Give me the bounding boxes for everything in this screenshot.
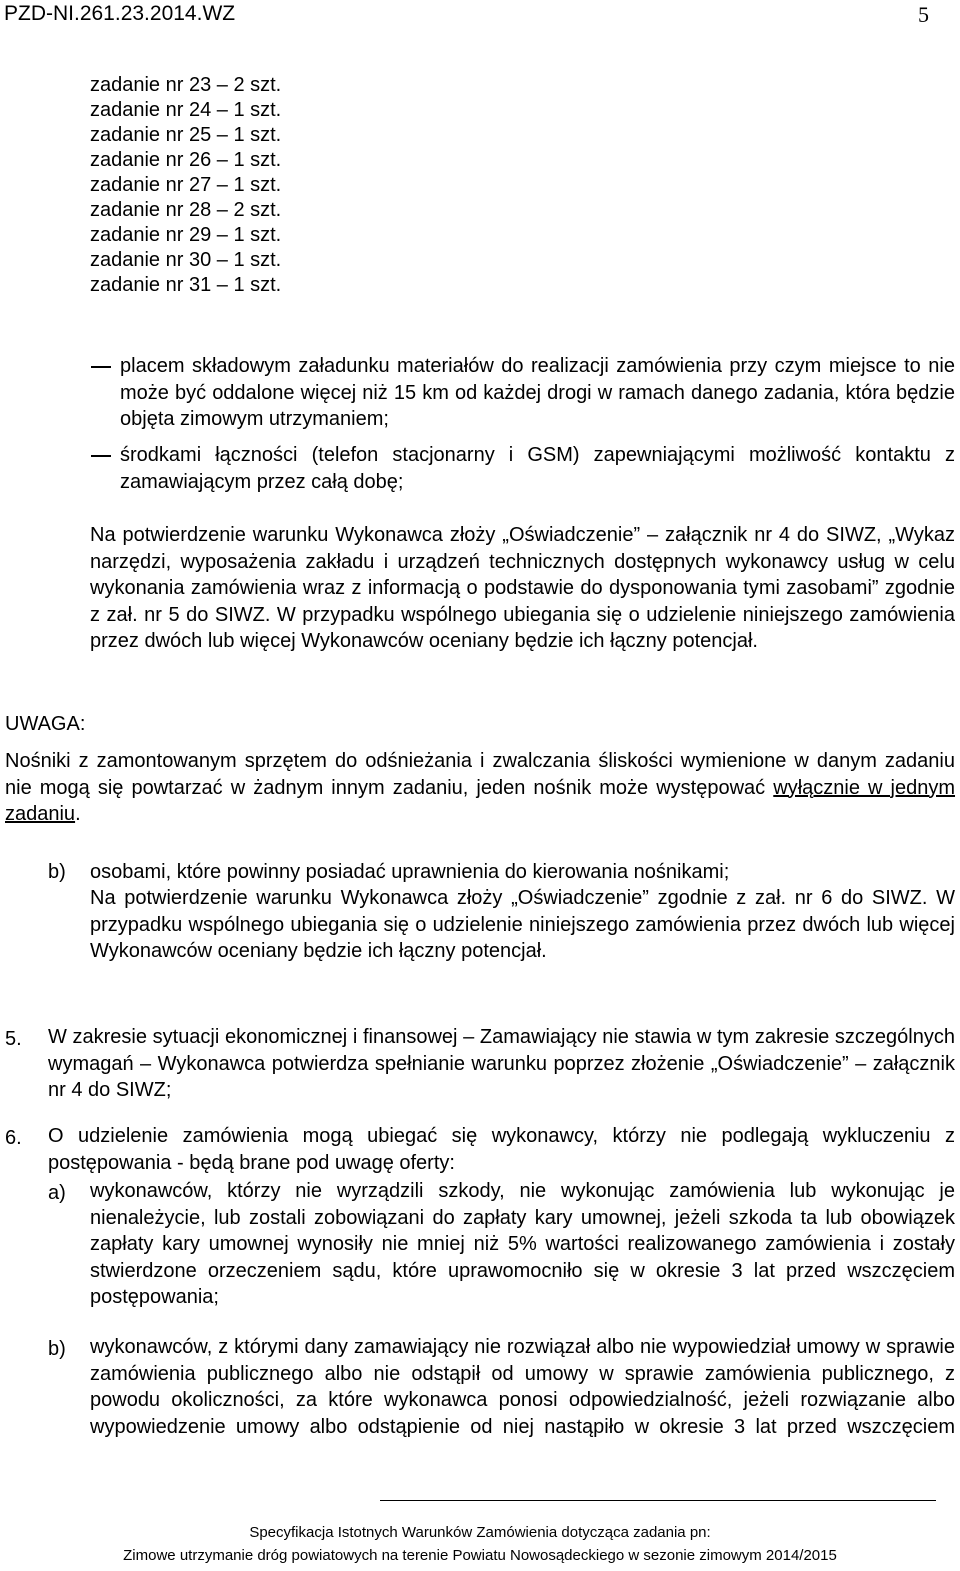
point-6a-marker: a) bbox=[48, 1182, 66, 1204]
bullet-communication: środkami łączności (telefon stacjonarny i GSM) zapewniającymi możliwość kontaktu z zamawiającym przez całą dobę; bbox=[120, 444, 955, 493]
point-6b-text: wykonawców, z którymi dany zamawiający nie rozwiązał albo nie wypowiedział umowy w sprawie zamówienia publicznego albo nie odstąpił od umowy w sprawie zamówienia publicznego, z powodu okoliczności, za które wykonawca ponosi odpowiedzialność, jeżeli rozwiązanie albo wypowiedzenie umowy albo odstąpienie od niej nastąpiło w okresie 3 lat przed wszczęciem bbox=[90, 1336, 955, 1438]
task-item: zadanie nr 23 – 2 szt. bbox=[90, 74, 282, 96]
footer-line-2: Zimowe utrzymanie dróg powiatowych na terenie Powiatu Nowosądeckiego w sezonie zimowym 2014/2015 bbox=[123, 1547, 837, 1564]
item-b-detail: Na potwierdzenie warunku Wykonawca złoży „Oświadczenie” zgodnie z zał. nr 6 do SIWZ. W przypadku wspólnego ubiegania się o udzielenie niniejszego zamówienia przez dwóch lub więcej Wykonawców oceniany będzie ich łączny potencjał. bbox=[90, 887, 955, 962]
footer-line-1: Specyfikacja Istotnych Warunków Zamówienia dotycząca zadania pn: bbox=[249, 1524, 711, 1541]
bullet-dash bbox=[91, 366, 111, 368]
confirmation-paragraph: Na potwierdzenie warunku Wykonawca złoży „Oświadczenie” – załącznik nr 4 do SIWZ, „Wykaz narzędzi, wyposażenia zakładu i urządzeń technicznych dostępnych wykonawcy usług w celu wykonania zamówienia wraz z informacją o podstawie do dysponowania tymi zasobami” zgodnie z zał. nr 5 do SIWZ. W przypadku wspólnego ubiegania się o udzielenie niniejszego zamówienia przez dwóch lub więcej Wykonawców oceniany będzie ich łączny potencjał. bbox=[90, 524, 955, 652]
warning-label: UWAGA: bbox=[5, 713, 86, 735]
task-item: zadanie nr 24 – 1 szt. bbox=[90, 99, 282, 121]
task-item: zadanie nr 30 – 1 szt. bbox=[90, 249, 282, 271]
task-item: zadanie nr 29 – 1 szt. bbox=[90, 224, 282, 246]
page-number: 5 bbox=[918, 2, 929, 27]
warning-text bbox=[5, 748, 955, 828]
task-item: zadanie nr 25 – 1 szt. bbox=[90, 124, 282, 146]
point-5-marker: 5. bbox=[5, 1028, 22, 1050]
bullet-storage-yard: placem składowym załadunku materiałów do realizacji zamówienia przy czym miejsce to nie może być oddalone więcej niż 15 km od każdej drogi w ramach danego zadania, która będzie objęta zimowym utrzymaniem; bbox=[120, 355, 955, 430]
document-id: PZD-NI.261.23.2014.WZ bbox=[4, 2, 236, 25]
footer-rule bbox=[380, 1500, 936, 1501]
warning-end: . bbox=[75, 803, 81, 825]
warning-underlined: wyłącznie w jednym zadaniu bbox=[5, 776, 956, 825]
task-item: zadanie nr 26 – 1 szt. bbox=[90, 149, 282, 171]
task-item: zadanie nr 27 – 1 szt. bbox=[90, 174, 282, 196]
item-b-text: osobami, które powinny posiadać uprawnienia do kierowania nośnikami; bbox=[90, 861, 730, 883]
point-6a-text: wykonawców, którzy nie wyrządzili szkody, nie wykonując zamówienia lub wykonując je nienależycie, lub zostali zobowiązani do zapłaty kary umownej, jeżeli szkoda ta lub obowiązek zapłaty kary umownej wynosiły nie mniej niż 5% wartości realizowanego zamówienia i zostały stwierdzone orzeczeniem sądu, które uprawomocniło się w okresie 3 lat przed wszczęciem postępowania; bbox=[90, 1180, 955, 1308]
bullet-dash bbox=[91, 455, 111, 457]
point-6-text: O udzielenie zamówienia mogą ubiegać się wykonawcy, którzy nie podlegają wykluczeniu z postępowania - będą brane pod uwagę oferty: bbox=[48, 1125, 955, 1174]
warning-body: Nośniki z zamontowanym sprzętem do odśnieżania i zwalczania śliskości wymienione w danym zadaniu nie mogą się powtarzać w żadnym innym zadaniu, jeden nośnik może występować bbox=[5, 750, 955, 799]
point-6-marker: 6. bbox=[5, 1127, 22, 1149]
point-6b-marker: b) bbox=[48, 1338, 66, 1360]
item-b-marker: b) bbox=[48, 861, 66, 883]
task-item: zadanie nr 31 – 1 szt. bbox=[90, 274, 282, 296]
point-5-text: W zakresie sytuacji ekonomicznej i finansowej – Zamawiający nie stawia w tym zakresie szczególnych wymagań – Wykonawca potwierdza spełnianie warunku poprzez złożenie „Oświadczenie” – załącznik nr 4 do SIWZ; bbox=[48, 1026, 955, 1101]
task-item: zadanie nr 28 – 2 szt. bbox=[90, 199, 282, 221]
